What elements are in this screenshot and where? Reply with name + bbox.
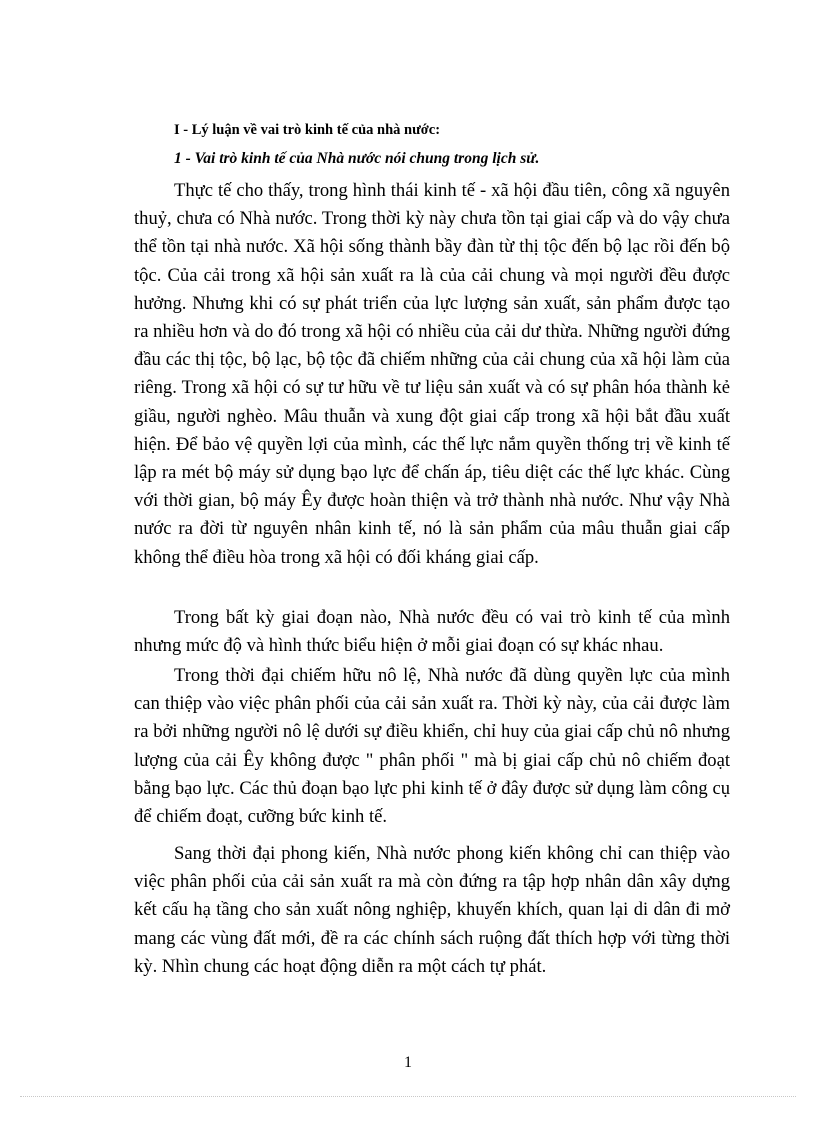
subsection-heading: 1 - Vai trò kinh tế của Nhà nước nói chung trong lịch sử. (174, 150, 540, 167)
page-number: 1 (404, 1054, 412, 1071)
paragraph: Trong thời đại chiếm hữu nô lệ, Nhà nước đã dùng quyền lực của mình can thiệp vào việc phân phối của cải sản xuất ra. Thời kỳ này, của cải được làm ra bởi những người nô lệ dưới sự điều khiển, chỉ huy của giai cấp chủ nô nhưng lượng của cải Êy không được " phân phối " mà bị giai cấp chủ nô chiếm đoạt bằng bạo lực. Các thủ đoạn bạo lực phi kinh tế ở đây được sử dụng làm công cụ để chiếm đoạt, cưỡng bức kinh tế. (134, 665, 730, 828)
paragraph: Sang thời đại phong kiến, Nhà nước phong kiến không chỉ can thiệp vào việc phân phối của cải sản xuất ra mà còn đứng ra tập hợp nhân dân xây dựng kết cấu hạ tầng cho sản xuất nông nghiệp, khuyến khích, quan lại di dân đi mở mang các vùng đất mới, đề ra các chính sách ruộng đất thích hợp với từng thời kỳ. Nhìn chung các hoạt động diễn ra một cách tự phát. (134, 843, 730, 977)
section-heading: I - Lý luận về vai trò kinh tế của nhà nước: (174, 122, 441, 138)
paragraph: Trong bất kỳ giai đoạn nào, Nhà nước đều có vai trò kinh tế của mình nhưng mức độ và hình thức biểu hiện ở mỗi giai đoạn có sự khác nhau. (134, 607, 730, 657)
page-bottom-divider (20, 1096, 796, 1097)
paragraph: Thực tế cho thấy, trong hình thái kinh tế - xã hội đầu tiên, công xã nguyên thuỷ, chưa có Nhà nước. Trong thời kỳ này chưa tồn tại giai cấp và do vậy chưa thể tồn tại nhà nước. Xã hội sống thành bầy đàn từ thị tộc đến bộ lạc rồi đến bộ tộc. Của cải trong xã hội sản xuất ra là của cải chung và mọi người đều được hưởng. Nhưng khi có sự phát triển của lực lượng sản xuất, sản phẩm được tạo ra nhiều hơn và do đó trong xã hội có nhiều của cải dư thừa. Những người đứng đầu các thị tộc, bộ lạc, bộ tộc đã chiếm những của cải chung của xã hội làm của riêng. Trong xã hội có sự tư hữu về tư liệu sản xuất và có sự phân hóa thành kẻ giầu, người nghèo. Mâu thuẫn và xung đột giai cấp trong xã hội bắt đầu xuất hiện. Để bảo vệ quyền lợi của mình, các thế lực nắm quyền thống trị về kinh tế lập ra mét bộ máy sử dụng bạo lực để chấn áp, tiêu diệt các thế lực khác. Cùng với thời gian, bộ máy Êy được hoàn thiện và trở thành nhà nước. Như vậy Nhà nước ra đời từ nguyên nhân kinh tế, nó là sản phẩm của mâu thuẫn giai cấp không thể điều hòa trong xã hội có đối kháng giai cấp. (134, 180, 730, 568)
